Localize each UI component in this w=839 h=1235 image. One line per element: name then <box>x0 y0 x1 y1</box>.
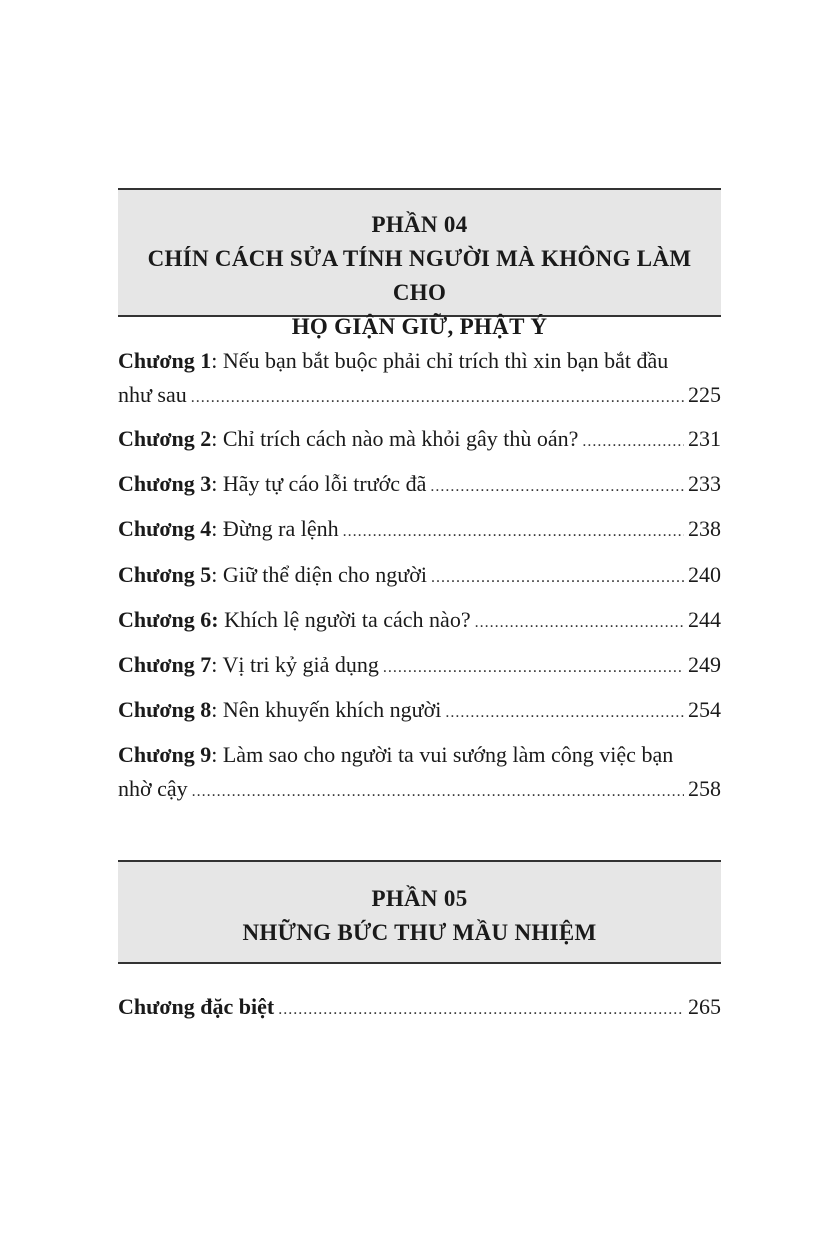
chapter-title: : Chỉ trích cách nào mà khỏi gây thù oán? <box>211 426 579 451</box>
part-title-line-1: NHỮNG BỨC THƯ MẦU NHIỆM <box>242 920 597 945</box>
chapter-title-cont: nhờ cậy <box>118 776 188 801</box>
chapter-title: : Nên khuyến khích người <box>211 697 442 722</box>
chapter-label: Chương 9 <box>118 742 212 767</box>
chapter-title: : Hãy tự cáo lỗi trước đã <box>211 471 427 496</box>
chapter-label: Chương 6: <box>118 607 219 632</box>
toc-entry-chuong-2[interactable] <box>118 422 721 456</box>
page-number: 258 <box>688 776 721 801</box>
page-number: 240 <box>688 562 721 587</box>
chapter-label: Chương 2 <box>118 426 212 451</box>
chapter-title: : Đừng ra lệnh <box>211 516 339 541</box>
dot-leader <box>192 775 684 809</box>
chapter-label: Chương 8 <box>118 697 212 722</box>
page-number: 249 <box>688 652 721 677</box>
toc-entry-chuong-5[interactable] <box>118 558 721 592</box>
toc-entry-chuong-4[interactable] <box>118 512 721 546</box>
chapter-title: Khích lệ người ta cách nào? <box>218 607 471 632</box>
page-number: 244 <box>688 607 721 632</box>
toc-entry-chuong-3[interactable] <box>118 467 721 501</box>
chapter-title: : Vị tri kỷ giả dụng <box>211 652 379 677</box>
chapter-label: Chương 7 <box>118 652 212 677</box>
page-number: 265 <box>688 994 721 1019</box>
chapter-title: : Làm sao cho người ta vui sướng làm công việc bạn <box>211 742 674 767</box>
dot-leader <box>191 381 684 415</box>
chapter-label: Chương 1 <box>118 348 212 373</box>
dot-leader <box>343 515 684 549</box>
page-number: 238 <box>688 516 721 541</box>
toc-entry-chuong-dac-biet[interactable] <box>118 990 721 1024</box>
toc-entry-chuong-1[interactable] <box>118 344 721 412</box>
part-label: PHẦN 05 <box>371 886 468 911</box>
page-number: 254 <box>688 697 721 722</box>
dot-leader <box>430 470 684 504</box>
dot-leader <box>431 561 684 595</box>
dot-leader <box>445 696 684 730</box>
chapter-label: Chương đặc biệt <box>118 994 275 1019</box>
part-05-header <box>118 860 721 964</box>
dot-leader <box>383 651 684 685</box>
dot-leader <box>278 993 684 1027</box>
chapter-label: Chương 3 <box>118 471 212 496</box>
part-title-line-2: HỌ GIẬN GIỮ, PHẬT Ý <box>291 314 548 339</box>
toc-entry-chuong-8[interactable] <box>118 693 721 727</box>
toc-entry-chuong-9[interactable] <box>118 738 721 806</box>
page-number: 225 <box>688 382 721 407</box>
part-title-line-1: CHÍN CÁCH SỬA TÍNH NGƯỜI MÀ KHÔNG LÀM CHO <box>147 246 692 305</box>
chapter-title-cont: như sau <box>118 382 187 407</box>
chapter-label: Chương 4 <box>118 516 212 541</box>
part-label: PHẦN 04 <box>371 212 468 237</box>
chapter-title: : Nếu bạn bắt buộc phải chỉ trích thì xin bạn bắt đầu <box>211 348 669 373</box>
page-number: 233 <box>688 471 721 496</box>
part-04-header <box>118 188 721 339</box>
toc-entry-chuong-6[interactable] <box>118 603 721 637</box>
chapter-title: : Giữ thể diện cho người <box>211 562 427 587</box>
toc-entry-chuong-7[interactable] <box>118 648 721 682</box>
dot-leader <box>475 606 684 640</box>
chapter-label: Chương 5 <box>118 562 212 587</box>
page-number: 231 <box>688 426 721 451</box>
dot-leader <box>582 425 684 459</box>
